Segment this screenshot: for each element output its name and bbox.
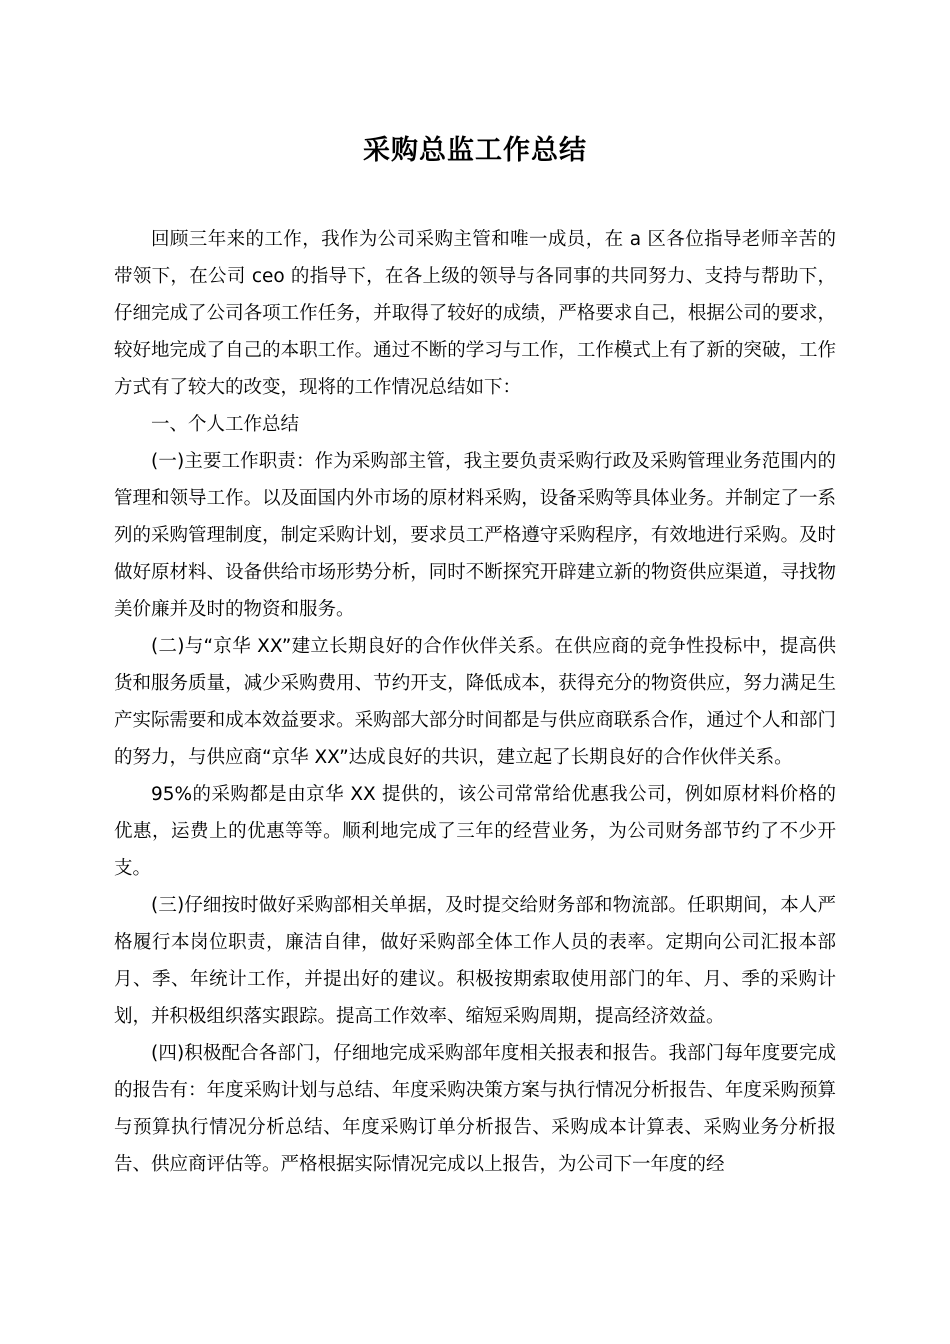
paragraph-procurement-share: 95%的采购都是由京华 XX 提供的，该公司常常给优惠我公司，例如原材料价格的优惠，运费上的优惠等等。顺利地完成了三年的经营业务，为公司财务部节约了不少开支。: [114, 784, 836, 879]
document-title: 采购总监工作总结: [363, 135, 587, 166]
document-body: [114, 221, 836, 1183]
paragraph-intro: 回顾三年来的工作，我作为公司采购主管和唯一成员，在 a 区各位指导老师辛苦的带领下，在公司 ceo 的指导下，在各上级的领导与各同事的共同努力、支持与帮助下，仔细完成了公司各项工作任务，并取得了较好的成绩，严格要求自己，根据公司的要求，较好地完成了自己的本职工作。通过不断的学习与工作，工作模式上有了新的突破，工作方式有了较大的改变，现将的工作情况总结如下：: [114, 229, 836, 398]
paragraph-reports: (四)积极配合各部门，仔细地完成采购部年度相关报表和报告。我部门每年度要完成的报告有：年度采购计划与总结、年度采购决策方案与执行情况分析报告、年度采购预算与预算执行情况分析总结、年度采购订单分析报告、采购成本计算表、采购业务分析报告、供应商评估等。严格根据实际情况完成以上报告，为公司下一年度的经: [114, 1043, 836, 1175]
section-heading-personal-summary: 一、个人工作总结: [151, 414, 300, 435]
paragraph-documents: (三)仔细按时做好采购部相关单据，及时提交给财务部和物流部。任职期间，本人严格履行本岗位职责，廉洁自律，做好采购部全体工作人员的表率。定期向公司汇报本部月、季、年统计工作，并提出好的建议。积极按期索取使用部门的年、月、季的采购计划，并积极组织落实跟踪。提高工作效率、缩短采购周期，提高经济效益。: [114, 895, 836, 1027]
paragraph-supplier-partnership: (二)与“京华 XX”建立长期良好的合作伙伴关系。在供应商的竞争性投标中，提高供货和服务质量，减少采购费用、节约开支，降低成本，获得充分的物资供应，努力满足生产实际需要和成本效益要求。采购部大部分时间都是与供应商联系合作，通过个人和部门的努力，与供应商“京华 XX”达成良好的共识，建立起了长期良好的合作伙伴关系。: [114, 636, 836, 768]
paragraph-main-duties: (一)主要工作职责：作为采购部主管，我主要负责采购行政及采购管理业务范围内的管理和领导工作。以及面国内外市场的原材料采购，设备采购等具体业务。并制定了一系列的采购管理制度，制定采购计划，要求员工严格遵守采购程序，有效地进行采购。及时做好原材料、设备供给市场形势分析，同时不断探究开辟建立新的物资供应渠道，寻找物美价廉并及时的物资和服务。: [114, 451, 836, 620]
